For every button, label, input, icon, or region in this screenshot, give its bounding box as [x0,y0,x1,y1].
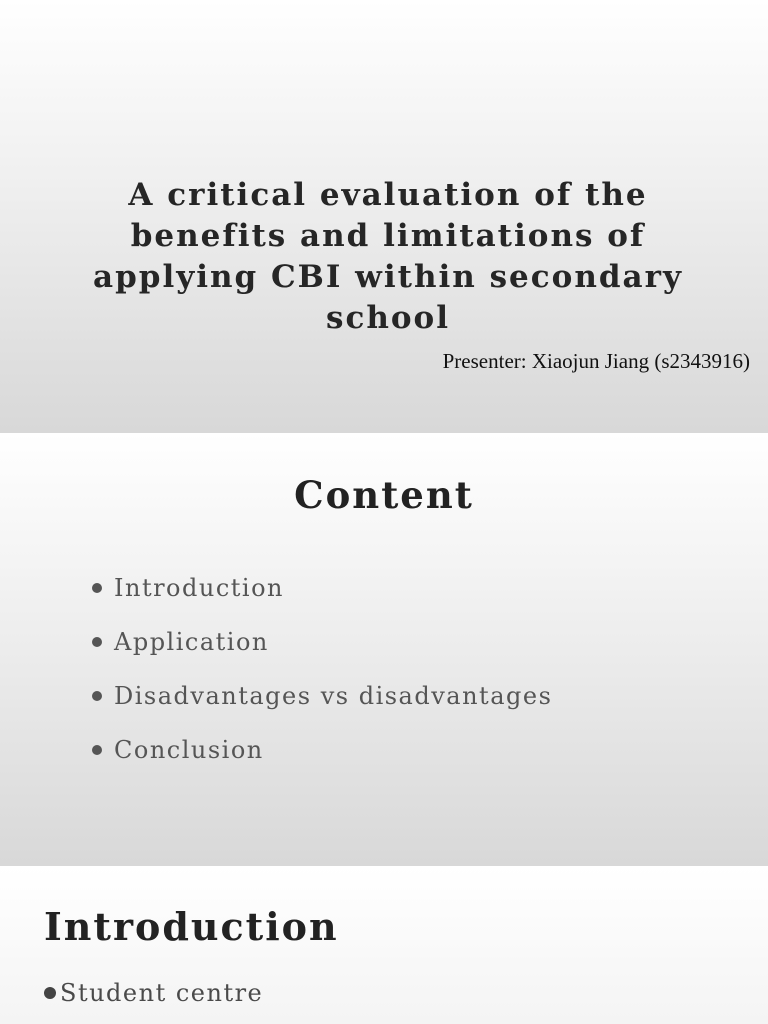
content-slide [0,433,768,866]
bullet-text: Conclusion [114,736,264,764]
bullet-icon [92,583,102,593]
presenter-label: Presenter: Xiaojun Jiang (s2343916) [442,349,750,373]
content-heading: Content [294,473,474,517]
bullet-text: Introduction [114,574,284,602]
introduction-bullet-list [44,979,263,1007]
bullet-text: Student centre [60,979,264,1007]
presentation-title: A critical evaluation of the benefits and limitations of applying CBI within secondary school [93,177,683,336]
list-item [92,561,552,615]
bullet-icon [92,691,102,701]
list-item [92,615,552,669]
list-item [92,723,552,777]
content-bullet-list [92,561,552,777]
title-slide [0,0,768,433]
bullet-icon [92,745,102,755]
list-item [92,669,552,723]
bullet-icon [44,987,56,999]
list-item [44,979,263,1007]
introduction-heading: Introduction [44,904,339,949]
bullet-text: Application [114,628,269,656]
introduction-slide [0,866,768,1024]
bullet-text: Disadvantages vs disadvantages [114,682,553,710]
bullet-icon [92,637,102,647]
